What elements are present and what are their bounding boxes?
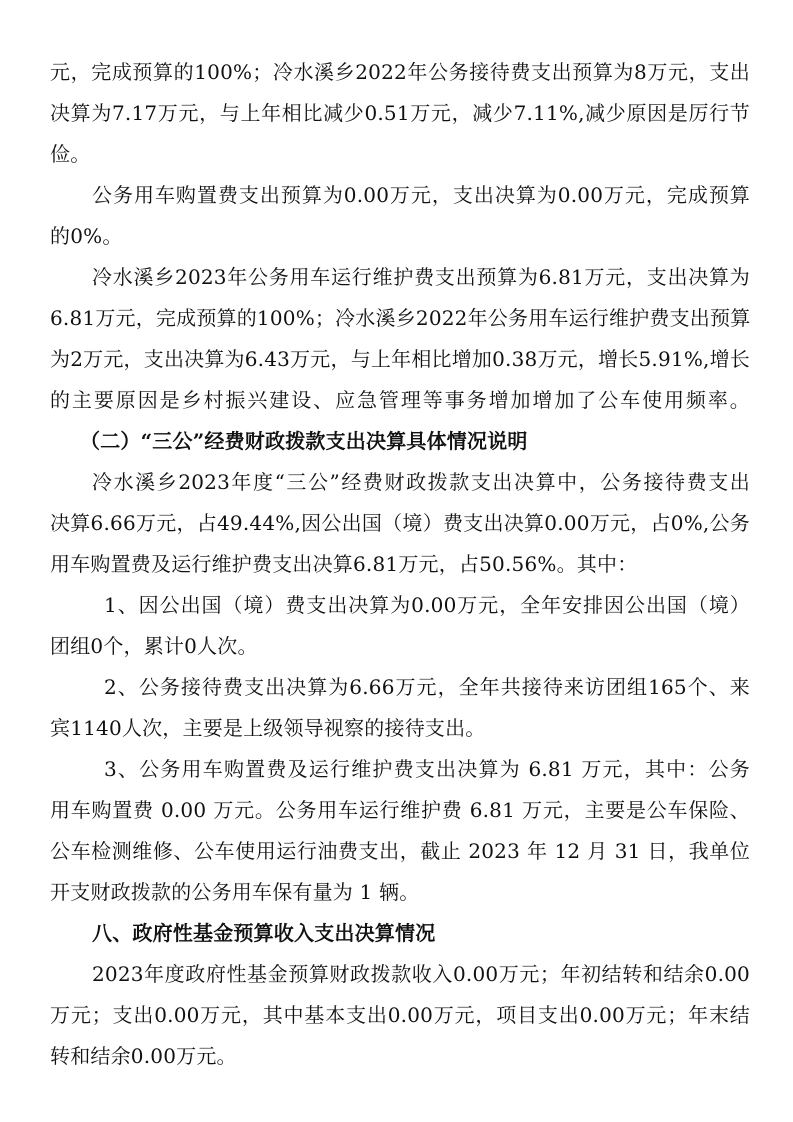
text-line: 公务用车购置费支出预算为0.00万元，支出决算为0.00万元，完成预算	[92, 183, 750, 207]
text-line: 2023年度政府性基金预算财政拨款收入0.00万元；年初结转和结余0.00	[92, 962, 750, 986]
text-line: 的0%。	[50, 224, 123, 248]
text-line: 团组0个，累计0人次。	[50, 634, 258, 658]
text-line: 1、因公出国（境）费支出决算为0.00万元，全年安排因公出国（境）	[104, 593, 750, 617]
text-line: 冷水溪乡2023年公务用车运行维护费支出预算为6.81万元，支出决算为	[92, 265, 750, 289]
text-line: 的主要原因是乡村振兴建设、应急管理等事务增加增加了公车使用频率。	[50, 388, 750, 412]
text-line: 冷水溪乡2023年度“三公”经费财政拨款支出决算中，公务接待费支出	[92, 470, 750, 494]
text-line: 决算为7.17万元，与上年相比减少0.51万元，减少7.11%,减少原因是厉行节	[50, 101, 750, 125]
text-line: 3、公务用车购置费及运行维护费支出决算为 6.81 万元，其中：公务	[104, 757, 750, 781]
text-line: 为2万元，支出决算为6.43万元，与上年相比增加0.38万元，增长5.91%,增长	[50, 347, 750, 371]
text-line: 开支财政拨款的公务用车保有量为 1 辆。	[50, 880, 420, 904]
text-line: 转和结余0.00万元。	[50, 1044, 237, 1068]
text-line: 6.81万元，完成预算的100%；冷水溪乡2022年公务用车运行维护费支出预算	[50, 306, 751, 330]
text-line: 用车购置费及运行维护费支出决算6.81万元，占50.56%。其中：	[50, 552, 638, 576]
text-line: 用车购置费 0.00 万元。公务用车运行维护费 6.81 万元，主要是公车保险、	[50, 798, 750, 822]
text-line: 公车检测维修、公车使用运行油费支出，截止 2023 年 12 月 31 日，我单位	[50, 839, 750, 863]
text-line: 俭。	[50, 142, 91, 166]
section-heading: （二）“三公”经费财政拨款支出决算具体情况说明	[80, 429, 528, 453]
text-line: 元，完成预算的100%；冷水溪乡2022年公务接待费支出预算为8万元，支出	[50, 60, 750, 84]
text-line: 宾1140人次，主要是上级领导视察的接待支出。	[50, 716, 486, 740]
text-line: 决算6.66万元，占49.44%,因公出国（境）费支出决算0.00万元，占0%,公务	[50, 511, 750, 535]
text-line: 2、公务接待费支出决算为6.66万元，全年共接待来访团组165个、来	[104, 675, 750, 699]
section-heading: 八、政府性基金预算收入支出决算情况	[92, 921, 436, 945]
text-line: 万元；支出0.00万元，其中基本支出0.00万元，项目支出0.00万元；年末结	[50, 1003, 750, 1027]
